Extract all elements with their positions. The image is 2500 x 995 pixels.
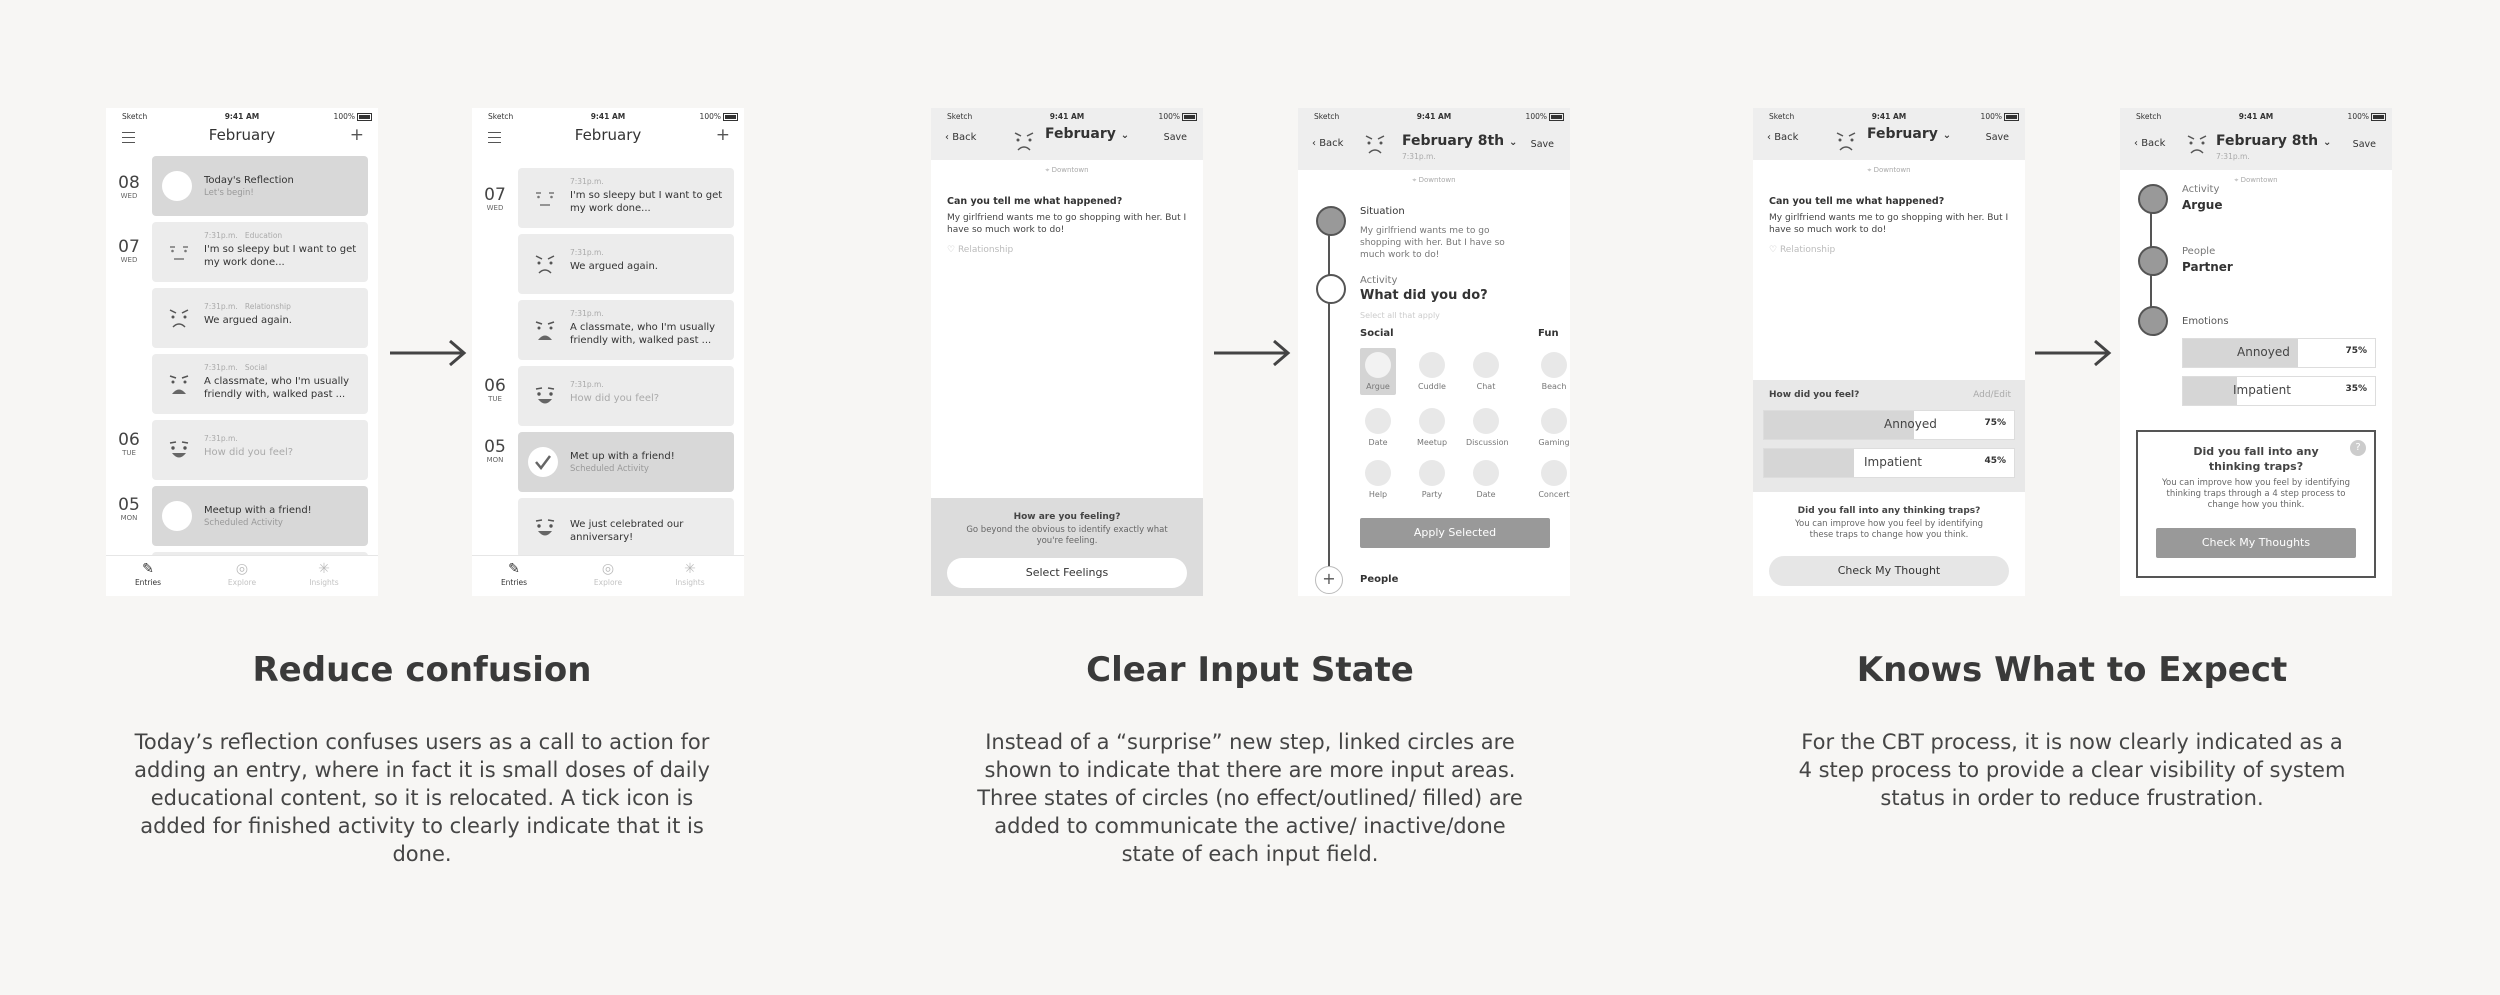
section-heading: Clear Input State [1086,650,1414,690]
entry-title: Today's Reflection [204,175,294,186]
time-label: 7:31p.m. [1402,152,1436,161]
tab-bar [106,555,378,596]
tag-relationship[interactable]: ♡ Relationship [1769,245,1836,255]
status-bar [472,110,744,122]
status-bar [931,110,1203,122]
carrier: Sketch [947,112,973,121]
step-filled-icon [2138,246,2168,276]
battery: 100% [1526,112,1564,121]
chevron-left-icon: ‹ [1312,138,1320,149]
tab-explore[interactable]: ◎ Explore [568,561,648,587]
answer-text[interactable]: My girlfriend wants me to go shopping with her. But I have so much work to do! [947,213,1187,235]
battery-icon [357,113,372,121]
location-label: ⌖ Downtown [2234,176,2278,184]
panel-subtitle: Go beyond the obvious to identify exactly what you're feeling. [966,525,1168,546]
pin-icon: ⌖ [1412,176,1419,184]
carrier: Sketch [488,112,514,121]
date-dropdown[interactable]: February ⌄ [1045,126,1130,142]
people-label: People [1360,574,1399,585]
entry-meta: 7:31p.m. [570,309,604,318]
option-circle-icon [1473,408,1499,434]
angry-face-icon [2182,128,2208,154]
apply-selected-button[interactable]: Apply Selected [1360,518,1550,548]
help-icon[interactable]: ? [2350,440,2366,456]
entry-title: A classmate, who I'm usually friendly with, walked past ... [570,322,716,346]
save-button[interactable]: Save [1163,132,1187,143]
traps-question: Did you fall into any thinking traps? [1797,506,1981,516]
carrier: Sketch [2136,112,2162,121]
carrier: Sketch [1769,112,1795,121]
back-button[interactable]: ‹ Back [2134,138,2166,149]
status-bar [1753,110,2025,122]
situation-label: Situation [1360,206,1405,217]
chevron-down-icon: ⌄ [1509,137,1518,148]
tab-bar [472,555,744,596]
option-circle-icon [1419,408,1445,434]
date-06: 06 TUE [484,376,506,403]
happy-face-icon [164,434,194,464]
question: Can you tell me what happened? [1769,196,1945,207]
category-fun: Fun [1538,328,1559,339]
option-date[interactable]: Date [1358,408,1398,447]
option-circle-icon [1365,408,1391,434]
pin-icon: ⌖ [1045,166,1052,174]
list-item[interactable] [518,366,734,426]
battery: 100% [2348,112,2386,121]
activity-question: What did you do? [1360,288,1488,303]
entry-title: Meetup with a friend! [204,505,312,516]
battery: 100% [700,112,738,121]
entry-meta: 7:31p.m. Education [204,231,283,240]
option-party[interactable]: Party [1412,460,1452,499]
tab-insights[interactable]: ✳ Insights [284,561,364,587]
option-circle-icon [1419,460,1445,486]
check-my-thoughts-button[interactable]: Check My Thoughts [2156,528,2356,558]
pencil-icon: ✎ [142,561,154,577]
entry-title: I'm so sleepy but I want to get my work done... [570,190,723,214]
phone-feelings-before [1753,108,2025,596]
traps-question: Did you fall into any thinking traps? [2193,445,2319,473]
battery: 100% [1981,112,2019,121]
add-entry-icon[interactable]: + [715,125,730,145]
list-item[interactable] [518,300,734,360]
date-07: 07 WED [118,237,140,264]
list-item[interactable] [518,498,734,558]
panel-question: How are you feeling? [1013,512,1121,522]
chevron-left-icon: ‹ [1767,132,1775,143]
clock: 9:41 AM [224,112,260,121]
emotion-name: Impatient [1864,455,1922,469]
clock: 9:41 AM [590,112,626,121]
pin-icon: ⌖ [2234,176,2241,184]
emotion-bar[interactable] [2182,338,2376,368]
emotion-percent: 35% [2345,384,2367,394]
battery-icon [2371,113,2386,121]
section-description: Instead of a “surprise” new step, linked circles are shown to indicate that there are more input areas. Three states of circles (no effect/outlined/ filled) are added to communicate the active/ inactive/done state of each input field. [977,730,1523,866]
entry-title: We argued again. [204,315,292,326]
emotion-name: Annoyed [1884,417,1937,431]
entry-meta: 7:31p.m. [570,177,604,186]
select-feelings-button[interactable]: Select Feelings [947,558,1187,588]
tab-entries[interactable]: ✎ Entries [108,561,188,587]
battery: 100% [334,112,372,121]
step-filled-icon [2138,184,2168,214]
date-dropdown[interactable]: February 8th ⌄ [2216,133,2332,149]
location-label: ⌖ Downtown [1045,166,1089,174]
thinking-traps-card [2136,430,2376,578]
section-heading: Knows What to Expect [1856,650,2288,690]
date-dropdown[interactable]: February 8th ⌄ [1402,133,1518,149]
list-item[interactable] [152,156,368,216]
date-08: 08 WED [118,173,140,200]
option-cuddle[interactable]: Cuddle [1412,352,1452,391]
date-05: 05 MON [118,495,140,522]
location-label: ⌖ Downtown [1412,176,1456,184]
phone-entries-before [106,108,378,596]
insights-icon: ✳ [318,561,330,577]
arrow-right-icon [388,338,468,368]
compass-icon: ◎ [235,561,249,577]
heart-icon: ♡ [1769,245,1780,255]
back-button[interactable]: ‹ Back [1312,138,1344,149]
chevron-left-icon: ‹ [2134,138,2142,149]
option-concert[interactable]: Concert [1534,460,1570,499]
sleepy-face-icon [530,182,560,212]
date-07: 07 WED [484,185,506,212]
clock: 9:41 AM [1416,112,1452,121]
list-item[interactable] [152,222,368,282]
entry-meta: 7:31p.m. [204,434,238,443]
phone-situation-before [931,108,1203,596]
option-circle-icon [1419,352,1445,378]
compass-icon: ◎ [601,561,615,577]
emotion-percent: 75% [2345,346,2367,356]
carrier: Sketch [122,112,148,121]
entry-title: We just celebrated our anniversary! [570,519,684,543]
angry-face-icon [164,302,194,332]
emotions-label: Emotions [2182,316,2229,327]
carrier: Sketch [1314,112,1340,121]
chevron-down-icon: ⌄ [1120,130,1130,141]
entry-title: We argued again. [570,261,658,272]
option-argue[interactable]: Argue [1360,348,1396,395]
check-my-thought-button[interactable]: Check My Thought [1769,556,2009,586]
clock: 9:41 AM [1871,112,1907,121]
save-button[interactable]: Save [1530,139,1554,150]
battery-icon [2004,113,2019,121]
angry-face-icon [1831,125,1857,151]
activity-label: Activity [1360,275,1398,286]
list-item[interactable] [152,288,368,348]
activity-hint: Select all that apply [1360,311,1440,320]
happy-face-icon [530,512,560,542]
happy-face-icon [530,380,560,410]
list-item[interactable] [152,420,368,480]
question: Can you tell me what happened? [947,196,1123,207]
option-circle-icon [1365,352,1391,378]
list-item[interactable] [518,234,734,294]
entry-meta: 7:31p.m. Relationship [204,302,291,311]
heart-icon: ♡ [947,245,958,255]
clock: 9:41 AM [1049,112,1085,121]
save-button[interactable]: Save [2352,139,2376,150]
option-circle-icon [1473,352,1499,378]
entry-subtitle: Scheduled Activity [570,464,649,474]
location-label: ⌖ Downtown [1867,166,1911,174]
entry-meta: 7:31p.m. [570,380,604,389]
option-circle-icon [1365,460,1391,486]
reflection-circle-icon [162,171,192,201]
tab-insights[interactable]: ✳ Insights [650,561,730,587]
angry-face-icon [530,248,560,278]
entry-title: How did you feel? [570,393,660,404]
entry-meta: 7:31p.m. Social [204,363,268,372]
battery-icon [723,113,738,121]
date-05: 05 MON [484,437,506,464]
entry-title: Met up with a friend! [570,451,675,462]
tab-explore[interactable]: ◎ Explore [202,561,282,587]
list-item[interactable] [518,168,734,228]
emotion-name: Impatient [2233,383,2291,397]
activity-value: Argue [2182,198,2223,212]
date-06: 06 TUE [118,430,140,457]
activity-label: Activity [2182,184,2220,195]
category-social: Social [1360,328,1394,339]
option-beach[interactable]: Beach [1534,352,1570,391]
emotion-bar[interactable] [2182,376,2376,406]
arrow-right-icon [1212,338,1292,368]
step-filled-icon [1316,206,1346,236]
people-value: Partner [2182,260,2233,274]
insights-icon: ✳ [684,561,696,577]
feelings-question: How did you feel? [1769,390,1860,400]
clock: 9:41 AM [2238,112,2274,121]
status-bar [2120,110,2392,122]
timeline-line [1328,218,1330,578]
chevron-down-icon: ⌄ [1942,130,1952,141]
angry-face-icon [1009,125,1035,151]
option-circle-icon [1541,352,1567,378]
option-discussion[interactable]: Discussion [1466,408,1506,447]
add-people-icon[interactable]: + [1315,566,1343,594]
pin-icon: ⌖ [1867,166,1874,174]
option-circle-icon [1473,460,1499,486]
status-bar [106,110,378,122]
battery: 100% [1159,112,1197,121]
answer-text[interactable]: My girlfriend wants me to go shopping with her. But I have so much work to do! [1769,213,2009,235]
emotion-bar-fill [2183,377,2237,405]
entry-subtitle: Scheduled Activity [204,518,283,528]
status-bar [1298,110,1570,122]
feelings-section [1753,380,2025,492]
emotion-percent: 45% [1984,456,2006,466]
tag-relationship[interactable]: ♡ Relationship [947,245,1014,255]
entry-title: A classmate, who I'm usually friendly with, walked past ... [204,376,350,400]
phone-activity-after [1298,108,1570,596]
tab-entries[interactable]: ✎ Entries [474,561,554,587]
pencil-icon: ✎ [508,561,520,577]
entry-title: I'm so sleepy but I want to get my work done... [204,244,357,268]
save-button[interactable]: Save [1985,132,2009,143]
angry-face-icon [1360,128,1386,154]
entry-meta: 7:31p.m. [570,248,604,257]
step-outline-icon [1316,274,1346,304]
section-description: Today’s reflection confuses users as a call to action for adding an entry, where in fact it is small doses of daily educational content, so it is relocated. A tick icon is added for finished activity to clearly indicate that it is done. [134,730,710,866]
traps-subtitle: You can improve how you feel by identifying thinking traps through a 4 step process to change how you think. [2161,478,2351,510]
emotion-bar-fill [1764,449,1854,477]
traps-subtitle: You can improve how you feel by identifying these traps to change how you think. [1794,519,1984,540]
time-label: 7:31p.m. [2216,152,2250,161]
battery-icon [1182,113,1197,121]
option-gaming[interactable]: Gaming [1534,408,1570,447]
checkmark-icon [528,447,558,477]
option-date-2[interactable]: Date [1466,460,1506,499]
option-circle-icon [1541,460,1567,486]
option-meetup[interactable]: Meetup [1412,408,1452,447]
list-item[interactable] [152,354,368,414]
emotion-bar[interactable] [1763,448,2015,478]
emotion-name: Annoyed [2237,345,2290,359]
page-title: February [208,126,276,144]
feelings-panel [931,498,1203,596]
date-dropdown[interactable]: February ⌄ [1867,126,1952,142]
option-circle-icon [1541,408,1567,434]
option-chat[interactable]: Chat [1466,352,1506,391]
people-label: People [2182,246,2216,257]
list-item[interactable] [152,486,368,546]
entry-title: How did you feel? [204,447,294,458]
chevron-left-icon: ‹ [945,132,953,143]
battery-icon [1549,113,1564,121]
phone-entries-after [472,108,744,596]
back-button[interactable]: ‹ Back [945,132,977,143]
emotion-percent: 75% [1984,418,2006,428]
situation-text: My girlfriend wants me to go shopping with her. But I have so much work to do! [1360,226,1505,260]
sad-face-icon [164,368,194,398]
back-button[interactable]: ‹ Back [1767,132,1799,143]
section-description: For the CBT process, it is now clearly indicated as a 4 step process to provide a clear visibility of system status in order to reduce frustration. [1798,730,2346,810]
add-entry-icon[interactable]: + [349,125,364,145]
phone-traps-after [2120,108,2392,596]
option-help[interactable]: Help [1358,460,1398,499]
step-filled-icon [2138,306,2168,336]
entry-subtitle: Let's begin! [204,188,254,198]
sad-face-icon [530,314,560,344]
list-item[interactable] [518,432,734,492]
emotion-bar[interactable] [1763,410,2015,440]
chevron-down-icon: ⌄ [2323,137,2332,148]
activity-circle-icon [162,501,192,531]
section-heading: Reduce confusion [252,650,592,690]
add-edit-link[interactable]: Add/Edit [1973,390,2011,400]
arrow-right-icon [2033,338,2113,368]
sleepy-face-icon [164,236,194,266]
page-title: February [574,126,642,144]
